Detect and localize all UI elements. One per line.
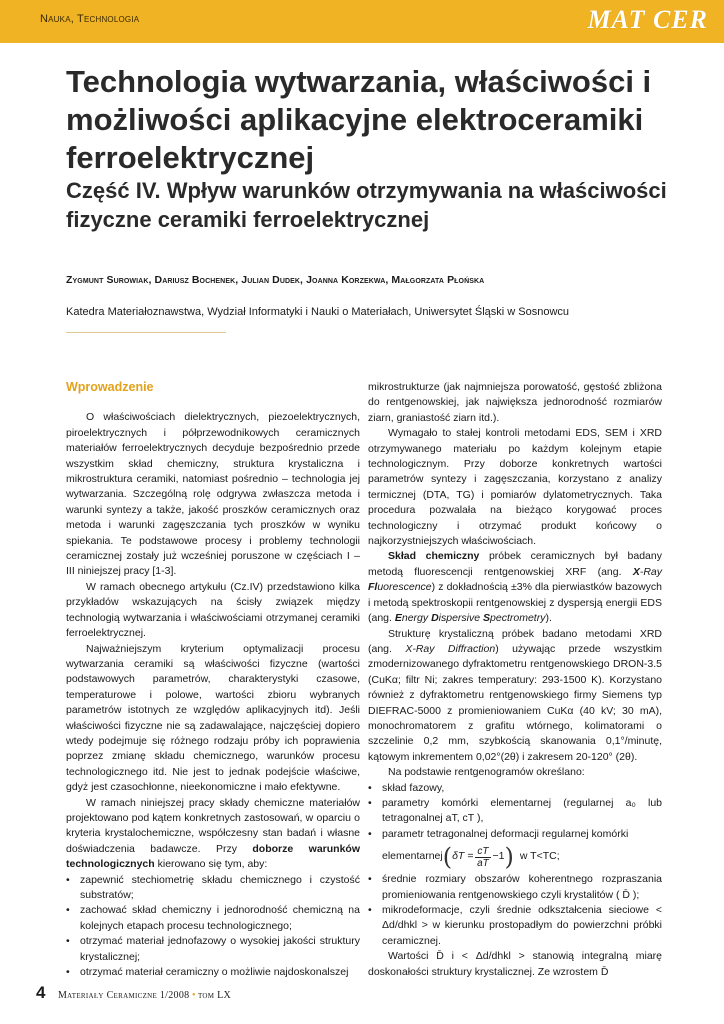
journal-logo: MAT CER (587, 5, 708, 34)
left-column (66, 380, 360, 980)
list-item: • otrzymać materiał jednofazowy o wysokiej jakości struktury krystalicznej; (66, 934, 360, 965)
formula-minus: −1 (492, 850, 505, 863)
list-item: • mikrodeformacje, czyli średnie odkształcenia sieciowe < Δd/dhkl > w kierunku prostopadłym do powierzchni próbki ceramicznej. (368, 903, 662, 949)
divider (66, 332, 226, 333)
paragraph: O właściwościach dielektrycznych, piezoelektrycznych, piroelektrycznych i półprzewodnikowych ceramicznych materiałów ferroelektrycznych decyduje bezpośrednio przede wszystkim skład chemiczny, struktura krystaliczna i mikrostruktura ceramiki, natomiast pośrednio – technologia jej wytwarzania. Szczególną rolę odgrywa zwłaszcza metoda i warunki syntezy a także, jakość proszków ceramicznych oraz metoda i warunki zagęszczania tych proszków w wyniku spiekania. Te podstawowe procesy i problemy technologii ceramicznej zostały już wcześniej poruszone w częściach I – III niniejszej pracy [1-3]. (66, 411, 360, 578)
right-column (368, 380, 662, 980)
formula-numerator: cT (477, 845, 489, 857)
paragraph: Skład chemiczny próbek ceramicznych był badany metodą fluorescencji rentgenowskiej XRF (ang. X-Ray Fluorescence) z dokładnością ±3% dla pierwiastków bazowych i metodą spektroskopii rentgenowskiej z dyspersją energii EDS (ang. Energy Dispersive Spectrometry). (368, 550, 662, 625)
article-title: Technologia wytwarzania, właściwości i możliwości aplikacyjne elektroceramiki ferroelektrycznej (66, 64, 652, 175)
list-item: • zachować skład chemiczny i jednorodność chemiczną na kolejnych etapach procesu technologicznego; (66, 903, 360, 934)
page-footer (36, 983, 231, 1003)
bullet-list (368, 781, 662, 843)
list-item: • skład fazowy, (368, 781, 662, 796)
formula-bracket-close: ) (504, 843, 514, 872)
header-bar (0, 0, 724, 43)
journal-volume: tom LX (197, 990, 232, 1001)
bullet-list (66, 873, 360, 981)
paragraph: Najważniejszym kryterium optymalizacji procesu wytwarzania ceramiki są właściwości fizyczne (wartości podstawowych parametrów, charakterystyki czasowe, temperaturowe i polowe, wartości zbioru wybranych parametrów istotnych ze względów aplikacyjnych itd). Jeśli właściwości fizyczne nie są zadawalające, najczęściej dopiero wtedy podejmuje się różnego rodzaju próby ich poprawienia poprzez zmianę składu chemicznego, warunków procesu technologicznego itd. Nie jest to jednak podejście właściwe, gdyż jest czasochłonne, nieekonomiczne i mało efektywne. (66, 642, 360, 794)
paragraph: mikrostrukturze (jak najmniejsza porowatość, gęstość zbliżona do rentgenowskiej, jak największa jednorodność rozmiarów ziarn, graniastość ziarn itd.). (368, 381, 662, 424)
paragraph: Na podstawie rentgenogramów określano: (388, 766, 585, 779)
formula-condition: w T<TC; (519, 850, 560, 863)
list-item: • parametry komórki elementarnej (regularnej a₀ lub tetragonalnej aT, cT ), (368, 796, 662, 827)
deformation-formula (368, 842, 662, 872)
section-heading: Wprowadzenie (66, 380, 154, 394)
section-label: Nauka, Technologia (40, 13, 140, 25)
affiliation: Katedra Materiałoznawstwa, Wydział Informatyki i Nauki o Materiałach, Uniwersytet Śląski w Sosnowcu (66, 306, 570, 318)
list-item: • parametr tetragonalnej deformacji regularnej komórki (368, 827, 662, 842)
formula-label: elementarnej (382, 850, 443, 863)
formula-fraction (475, 846, 490, 869)
authors: Zygmunt Surowiak, Dariusz Bochenek, Julian Dudek, Joanna Korzekwa, Małgorzata Płońska (66, 274, 485, 286)
paragraph: Wymagało to stałej kontroli metodami EDS, SEM i XRD otrzymywanego materiału po każdym kolejnym etapie technologicznym. Przy doborze konkretnych wartości parametrów syntezy i zagęszczania, korzystano z analizy termicznej (DTA, TG) i pomiarów dylatometrycznych. Taka procedura pozwalała na bieżąco korygować proces technologiczny i otrzymać produkt końcowy o najkorzystniejszych właściwościach. (368, 427, 662, 548)
paragraph: Strukturę krystaliczną próbek badano metodami XRD (ang. X-Ray Diffraction) używając przede wszystkim zmodernizowanego dyfraktometru rentgenowskiego DRON-3.5 (CuKα; filtr Ni; zakres temperatury: 293-1500 K). Korzystano również z dyfraktometru rentgenowskiego firmy Siemens typ DIEFRAC-5000 z promieniowaniem CuKα (40 kV; 30 mA), monochromatorem z grafitu wtórnego, kolimatorami o szczelinie 0,2 mm, szybkością skanowania 0,1°/minutę, kątowym inkrementem 0,02°(2θ) i zakresem 20-120° (2θ). (368, 627, 662, 763)
footer-bullet: • (191, 990, 196, 1001)
list-item: • zapewnić stechiometrię składu chemicznego i czystość substratów; (66, 873, 360, 904)
article-subtitle: Część IV. Wpływ warunków otrzymywania na właściwości fizyczne ceramiki ferroelektrycznej (66, 178, 667, 232)
paragraph: W ramach niniejszej pracy składy chemiczne materiałów projektowano pod kątem konkretnych zastosowań, w oparciu o kryteria krystalochemiczne, współczesny stan badań i własne doświadczenia badawcze. Przy doborze warunków technologicznych kierowano się tym, aby: (66, 796, 360, 871)
paragraph: Wartości D̄ i < Δd/dhkl > stanowią integralną miarę doskonałości struktury krystalicznej. Ze wzrostem D̄ (368, 950, 662, 978)
journal-name: Materiały Ceramiczne 1/2008 (57, 990, 190, 1001)
list-item: • otrzymać materiał ceramiczny o możliwie najdoskonalszej (66, 965, 360, 980)
paragraph: W ramach obecnego artykułu (Cz.IV) przedstawiono kilka przykładów wskazujących na ścisły związek między technologią wytwarzania i właściwościami otrzymanej ceramiki ferroelektrycznej. (66, 580, 360, 640)
list-item: • średnie rozmiary obszarów koherentnego rozpraszania promieniowania rentgenowskiego czyli krystalitów ( D̄ ); (368, 872, 662, 903)
page-number: 4 (36, 983, 46, 1002)
formula-delta: δT = (452, 850, 474, 863)
formula-denominator: aT (477, 857, 489, 869)
formula-bracket-open: ( (442, 843, 453, 872)
bullet-list (368, 872, 662, 949)
